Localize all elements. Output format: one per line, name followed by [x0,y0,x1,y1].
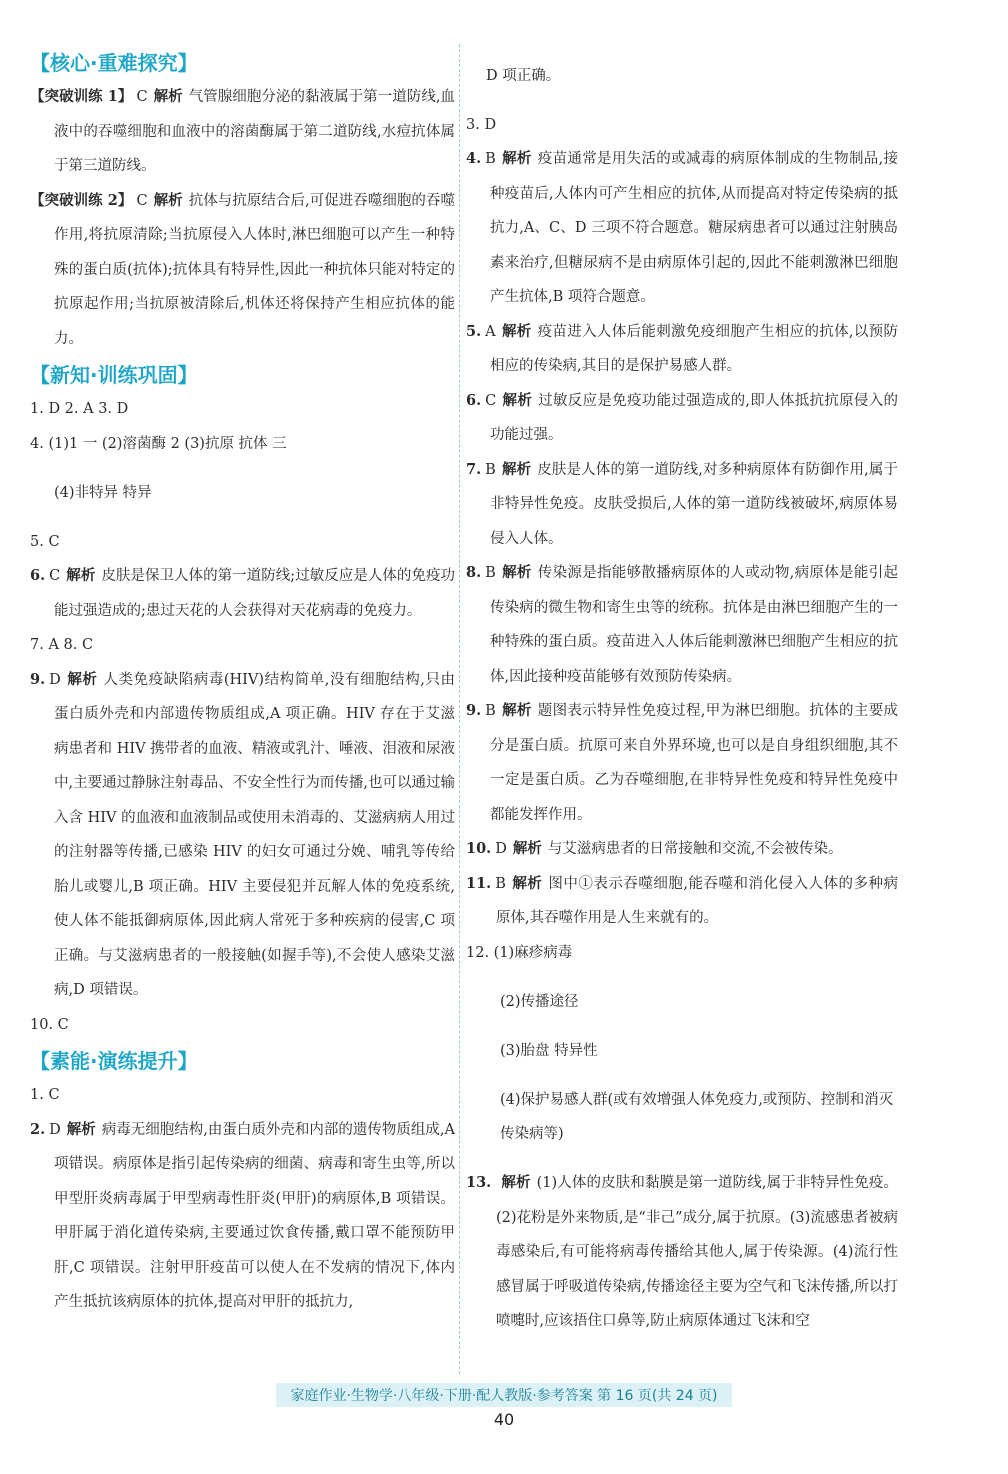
question-number: 13. [466,1174,492,1191]
question-number: 6. [30,567,46,584]
question-number: 9. [30,670,46,688]
analysis-text: 抗体与抗原结合后,可促进吞噬细胞的吞噬作用,将抗原清除;当抗原侵入人体时,淋巴细胞可以产生一种特殊的蛋白质(抗体);抗体具有特异性,因此一种抗体只能对特定的抗原起作用;当抗原被清除后,机体还将保持产生相应抗体的能力。 [54,192,456,347]
answer-r13 [466,1166,898,1339]
question-number: 10. [466,840,492,857]
analysis-label: 解析 [153,192,183,209]
analysis-label: 解析 [511,875,543,892]
section-title-ability: 【素能·演练提升】 [30,1049,198,1073]
analysis-text: 题图表示特异性免疫过程,甲为淋巴细胞。抗体的主要成分是蛋白质。抗原可来自外界环境,也可以是自身组织细胞,其不一定是蛋白质。乙为吞噬细胞,在非特异性免疫和特异性免疫中都能发挥作用。 [490,703,899,823]
answer-letter: D [495,841,507,857]
analysis-text: 传染源是指能够散播病原体的人或动物,病原体是能引起传染病的微生物和寄生虫等的统称。抗体是由淋巴细胞产生的一种特殊的蛋白质。疫苗进入人体后能刺激淋巴细胞产生相应的抗体,因此接种疫苗能够有效预防传染病。 [490,565,899,685]
answer-line-4a: 4. (1)1 一 (2)溶菌酶 2 (3)抗原 抗体 三 [30,435,287,452]
answer-letter: C [136,192,148,209]
analysis-text: 人类免疫缺陷病毒(HIV)结构简单,没有细胞结构,只由蛋白质外壳和内部遗传物质组成,A 项正确。HIV 存在于艾滋病患者和 HIV 携带者的血液、精液或乳汁、唾液、泪液和尿液中,主要通过静脉注射毒品、不安全性行为而传播,也可以通过输入含 HIV 的血液和血液制品或使用未消毒的、艾滋病病人用过的注射器等传播,已感染 HIV 的妇女可通过分娩、哺乳等传给胎儿或婴儿,B 项正确。HIV 主要侵犯并瓦解人体的免疫系统,使人体不能抵御病原体,因此病人常死于多种疾病的侵害,C 项正确。与艾滋病患者的一般接触(如握手等),不会使人感染艾滋病,D 项错误。 [54,671,456,998]
answer-tag: 【突破训练 2】 [30,191,133,209]
footer-text: 家庭作业·生物学·八年级·下册·配人教版·参考答案 第 16 页(共 24 页) [276,1383,731,1407]
analysis-label: 解析 [501,151,532,167]
question-number: 2. [30,1120,46,1138]
answer-r9 [466,694,898,832]
answer-line-r12d: (4)保护易感人群(或有效增强人体免疫力,或预防、控制和消灭传染病等) [500,1091,894,1142]
analysis-text: (1)人体的皮肤和黏膜是第一道防线,属于非特异性免疫。(2)花粉是外来物质,是“非己”成分,属于抗原。(3)流感患者被病毒感染后,有可能将病毒传播给其他人,属于传染源。(4)流行性感冒属于呼吸道传染病,传播途径主要为空气和飞沫传播,所以打喷嚏时,应该捂住口鼻等,防止病原体通过飞沫和空 [496,1175,899,1329]
analysis-text: 与艾滋病患者的日常接触和交流,不会被传染。 [547,841,843,857]
answer-r4 [466,142,898,315]
analysis-label: 解析 [502,392,533,409]
answer-r7 [466,453,898,557]
analysis-label: 解析 [512,841,542,857]
answer-letter: A [485,323,496,340]
section-title-new-knowledge: 【新知·训练巩固】 [30,363,198,387]
question-number: 11. [466,874,492,892]
answer-line-r12a: 12. (1)麻疹病毒 [466,944,573,961]
question-number: 6. [466,391,482,409]
column-divider [459,44,460,1374]
answer-9 [30,663,455,1008]
answer-tb2 [30,184,455,357]
answer-line-4b: (4)非特异 特异 [54,484,152,501]
question-number: 7. [466,460,482,478]
left-column [30,44,455,1320]
answer-line-7-8: 7. A 8. C [30,637,94,653]
right-column [466,44,898,1339]
answer-r11 [466,867,898,936]
analysis-text: 疫苗通常是用失活的或减毒的病原体制成的生物制品,接种疫苗后,人体内可产生相应的抗体,从而提高对特定传染病的抵抗力,A、C、D 三项不符合题意。糖尿病患者可以通过注射胰岛素来治疗,但糖尿病不是由病原体引起的,因此不能刺激淋巴细胞产生抗体,B 项符合题意。 [490,151,899,305]
answer-letter: D [49,1121,61,1138]
answer-tb1 [30,80,455,184]
question-number: 5. [466,322,482,340]
answer-letter: C [485,392,497,409]
answer-letter: B [485,565,496,581]
continued-text: D 项正确。 [486,67,561,84]
answer-6 [30,559,455,628]
answer-letter: B [485,461,496,478]
answer-line-r12b: (2)传播途径 [500,993,579,1010]
analysis-text: 过敏反应是免疫功能过强造成的,即人体抵抗抗原侵入的功能过强。 [490,392,898,443]
answer-line-r12c: (3)胎盘 特异性 [500,1042,598,1059]
analysis-text: 病毒无细胞结构,由蛋白质外壳和内部的遗传物质组成,A 项错误。病原体是指引起传染病的细菌、病毒和寄生虫等,所以甲型肝炎病毒属于甲型病毒性肝炎(甲肝)的病原体,B 项错误。甲肝属于消化道传染病,主要通过饮食传播,戴口罩不能预防甲肝,C 项错误。注射甲肝疫苗可以使人在不发病的情况下,体内产生抵抗该病原体的抗体,提高对甲肝的抵抗力, [54,1121,455,1310]
answer-tag: 【突破训练 1】 [30,88,133,105]
answer-r6 [466,384,898,453]
analysis-text: 皮肤是人体的第一道防线,对多种病原体有防御作用,属于非特异性免疫。皮肤受损后,人体的第一道防线被破坏,病原体易侵入人体。 [490,461,899,547]
analysis-text: 图中①表示吞噬细胞,能吞噬和消化侵入人体的多种病原体,其吞噬作用是人生来就有的。 [496,875,898,926]
answer-line-10: 10. C [30,1016,69,1033]
answer-letter: B [485,703,496,719]
footer [0,1382,1008,1408]
analysis-label: 解析 [501,565,532,581]
section-title-core: 【核心·重难探究】 [30,51,198,75]
answer-letter: B [495,875,506,892]
analysis-label: 解析 [501,323,532,340]
question-number: 9. [466,702,482,719]
answer-line-m1: 1. C [30,1087,60,1103]
answer-line-1-3: 1. D 2. A 3. D [30,401,129,417]
analysis-label: 解析 [501,461,532,478]
answer-r5 [466,315,898,384]
page-number: 40 [493,1410,515,1429]
analysis-text: 疫苗进入人体后能刺激免疫细胞产生相应的抗体,以预防相应的传染病,其目的是保护易感人群。 [490,323,899,374]
question-number: 4. [466,150,482,167]
answer-letter: C [136,89,148,105]
analysis-label: 解析 [66,1121,96,1138]
answer-m2 [30,1113,455,1320]
analysis-text: 气管腺细胞分泌的黏液属于第一道防线,血液中的吞噬细胞和血液中的溶菌酶属于第二道防线,水痘抗体属于第三道防线。 [54,89,456,174]
answer-r8 [466,556,898,694]
analysis-text: 皮肤是保卫人体的第一道防线;过敏反应是人体的免疫功能过强造成的;患过天花的人会获得对天花病毒的免疫力。 [54,568,456,619]
answer-line-r3: 3. D [466,116,497,133]
analysis-label: 解析 [501,1175,531,1191]
analysis-label: 解析 [153,89,183,105]
answer-letter: D [49,671,61,688]
analysis-label: 解析 [66,568,96,584]
answer-r10 [466,832,898,867]
question-number: 8. [466,564,482,581]
answer-line-5: 5. C [30,533,60,550]
answer-letter: B [485,151,496,167]
analysis-label: 解析 [66,671,98,688]
answer-letter: C [49,568,61,584]
analysis-label: 解析 [501,703,532,719]
